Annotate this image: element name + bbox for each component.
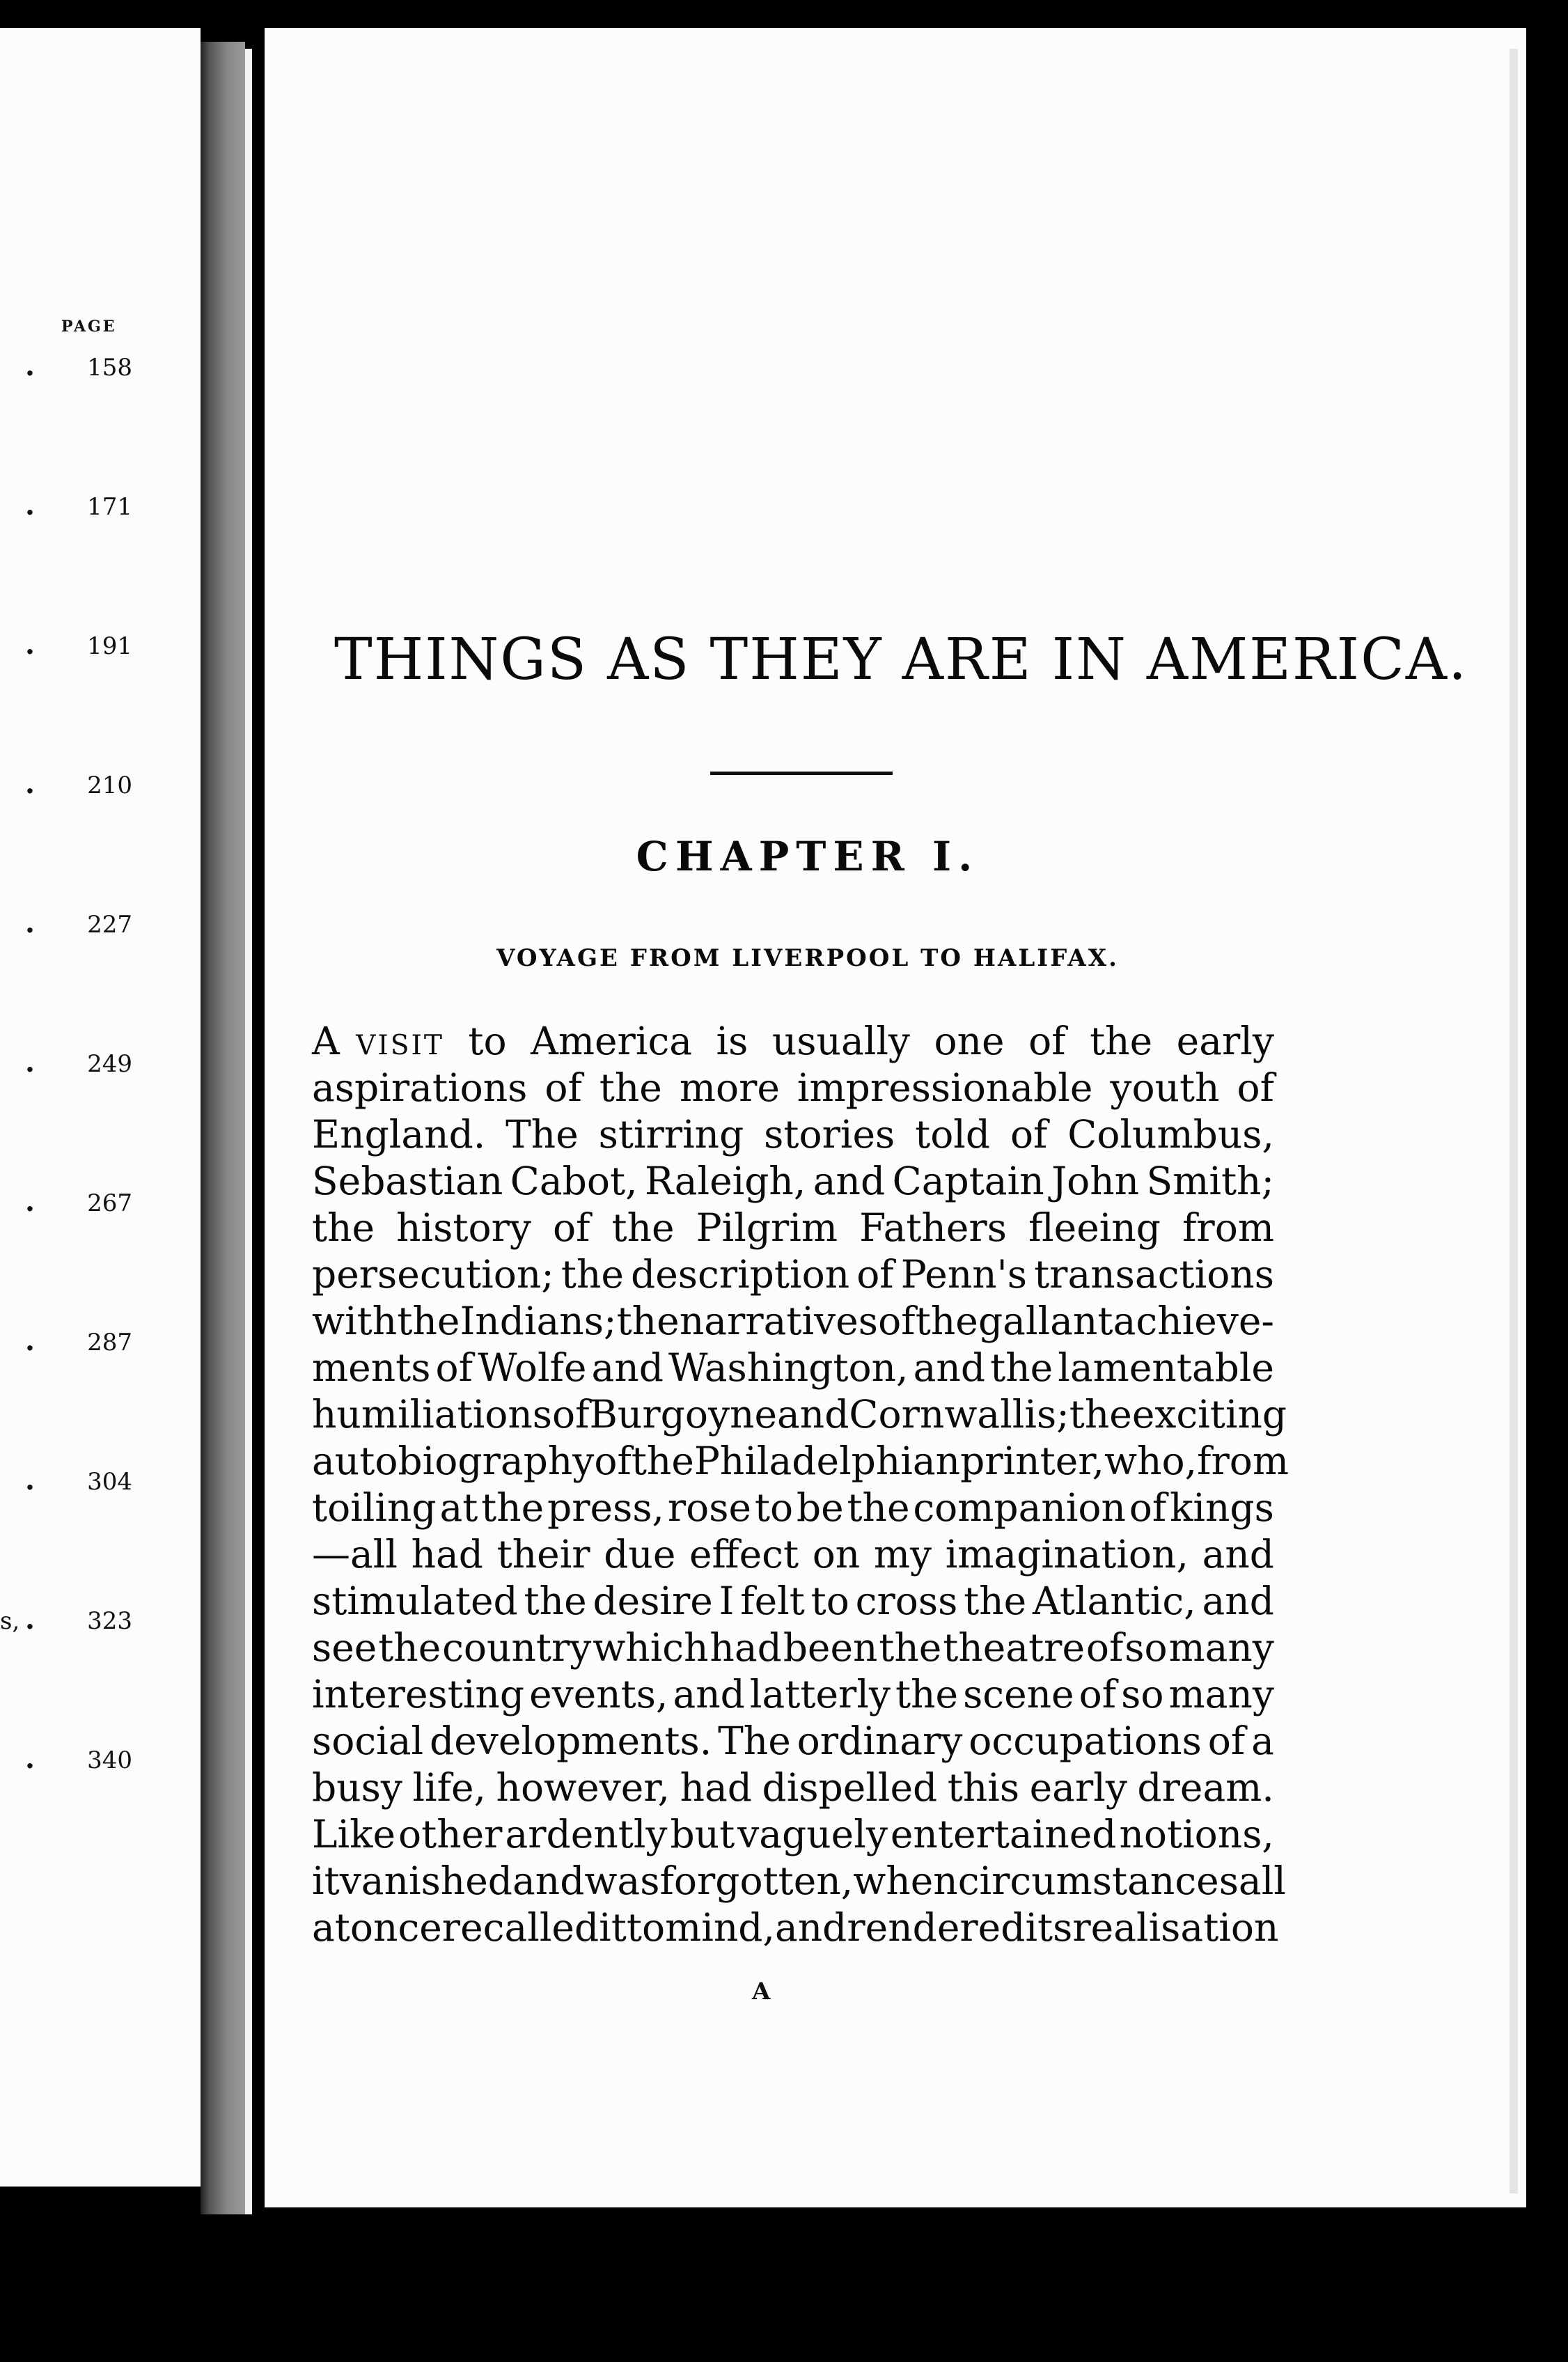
text-line <box>312 1158 1274 1205</box>
word: more <box>679 1065 780 1110</box>
word: their <box>496 1532 590 1577</box>
word: Wolfe <box>478 1345 587 1390</box>
word: the <box>599 1065 662 1110</box>
leader-dot: . <box>25 907 35 939</box>
word: The <box>718 1719 791 1763</box>
word: I <box>719 1579 735 1623</box>
word: had <box>411 1532 484 1577</box>
word: occupations <box>969 1719 1202 1763</box>
word: and <box>591 1345 664 1390</box>
word: the <box>611 1205 675 1250</box>
leader-dot: . <box>25 1185 35 1218</box>
chapter-heading: CHAPTER I. <box>636 833 980 880</box>
word: Indians; <box>460 1299 617 1343</box>
word: history <box>396 1205 531 1250</box>
leader-dot: . <box>25 350 35 382</box>
word: early <box>1176 1019 1274 1063</box>
word: the <box>1090 1019 1153 1063</box>
word: of <box>1010 1112 1048 1157</box>
word: the <box>915 1299 978 1343</box>
leader-dot: . <box>25 489 35 522</box>
word: and <box>774 1905 847 1950</box>
word: all <box>1238 1859 1286 1903</box>
word: of <box>856 1252 894 1297</box>
word: of <box>1028 1019 1066 1063</box>
text-line <box>312 1485 1274 1531</box>
word: so <box>1121 1672 1164 1716</box>
word: the <box>895 1672 959 1716</box>
word: humiliations <box>312 1392 553 1437</box>
word: the <box>524 1579 587 1623</box>
word: circumstances <box>957 1859 1239 1903</box>
word: was <box>584 1859 660 1903</box>
word: to <box>468 1019 507 1063</box>
word: to <box>626 1905 666 1950</box>
word: realisation <box>1072 1905 1279 1950</box>
word: and <box>1202 1532 1274 1577</box>
word: cross <box>855 1579 958 1623</box>
word: autobiography <box>312 1439 595 1483</box>
word: interesting <box>312 1672 525 1716</box>
word: of <box>544 1065 582 1110</box>
word: —all <box>312 1532 398 1577</box>
word: and <box>673 1672 745 1716</box>
word: the <box>397 1299 460 1343</box>
left-page <box>0 28 201 2187</box>
word: and <box>512 1859 585 1903</box>
word: rose <box>667 1485 752 1530</box>
word: Smith; <box>1146 1159 1274 1203</box>
word: to <box>754 1485 794 1530</box>
word: of <box>1237 1065 1274 1110</box>
contents-page-number: 267 <box>87 1189 132 1217</box>
word: scene <box>963 1672 1074 1716</box>
word: America <box>531 1019 693 1063</box>
text-line <box>312 1205 1274 1251</box>
word: Fathers <box>859 1205 1007 1250</box>
word: The <box>505 1112 579 1157</box>
contents-page-number: 210 <box>87 772 132 799</box>
contents-page-number: 287 <box>87 1329 132 1356</box>
word: John <box>1051 1159 1140 1203</box>
word: when <box>853 1859 958 1903</box>
right-page-edge <box>1510 49 1518 2193</box>
word: the <box>1069 1392 1132 1437</box>
word: Sebastian <box>312 1159 503 1203</box>
word: been <box>783 1625 878 1670</box>
word: Burgoyne <box>589 1392 777 1437</box>
word: forgotten, <box>659 1859 854 1903</box>
word: events, <box>529 1672 668 1716</box>
word: country <box>442 1625 592 1670</box>
page-column-heading: PAGE <box>61 318 117 336</box>
word: from <box>1197 1439 1289 1483</box>
word: developments. <box>430 1719 712 1763</box>
book-title: THINGS AS THEY ARE IN AMERICA. <box>334 627 1468 693</box>
word: usually <box>771 1019 910 1063</box>
word: at <box>439 1485 478 1530</box>
word: who, <box>1104 1439 1198 1483</box>
word: Raleigh, <box>645 1159 806 1203</box>
word: life, <box>412 1765 487 1810</box>
word: the <box>964 1579 1027 1623</box>
word: of <box>1085 1625 1124 1670</box>
text-line <box>312 1765 1274 1811</box>
word: and <box>813 1159 886 1203</box>
word: notions, <box>1119 1812 1274 1856</box>
word: rendered <box>847 1905 1026 1950</box>
word: lamentable <box>1058 1345 1274 1390</box>
text-line <box>312 1438 1289 1485</box>
text-line <box>312 1531 1274 1578</box>
word: fleeing <box>1028 1205 1161 1250</box>
word: of <box>435 1345 473 1390</box>
word: imagination, <box>945 1532 1189 1577</box>
word: the <box>631 1439 694 1483</box>
word: be <box>796 1485 844 1530</box>
word: printer, <box>960 1439 1104 1483</box>
word: achieve- <box>1113 1299 1274 1343</box>
word: it <box>312 1859 340 1903</box>
word: the <box>990 1345 1053 1390</box>
word: a <box>1251 1719 1274 1763</box>
word: Penn's <box>900 1252 1028 1297</box>
word: Cabot, <box>510 1159 638 1203</box>
word: the <box>378 1625 441 1670</box>
text-line <box>312 1111 1274 1158</box>
word: Like <box>312 1812 395 1856</box>
word: exciting <box>1131 1392 1287 1437</box>
body-paragraph <box>312 1018 1289 1951</box>
word: many <box>1168 1672 1274 1716</box>
word: vanished <box>339 1859 512 1903</box>
word: is <box>716 1019 748 1063</box>
chapter-subtitle: VOYAGE FROM LIVERPOOL TO HALIFAX. <box>496 944 1119 972</box>
leader-dot: . <box>25 1742 35 1775</box>
contents-page-number: 191 <box>87 632 132 660</box>
word: this <box>947 1765 1020 1810</box>
word: effect <box>689 1532 799 1577</box>
word: which <box>593 1625 709 1670</box>
gutter-shadow <box>201 42 245 2214</box>
word: transactions <box>1034 1252 1274 1297</box>
word: Atlantic, <box>1033 1579 1196 1623</box>
word: ardently <box>505 1812 668 1856</box>
word: once <box>350 1905 442 1950</box>
leader-dot: . <box>25 628 35 661</box>
contents-page-number: 249 <box>87 1050 132 1078</box>
word: told <box>915 1112 991 1157</box>
word: toiling <box>312 1485 437 1530</box>
word: stories <box>764 1112 895 1157</box>
word: theatre <box>943 1625 1085 1670</box>
word: recalled <box>441 1905 599 1950</box>
leader-dot: . <box>25 1603 35 1636</box>
word: busy <box>312 1765 402 1810</box>
truncated-text-fragment: s, <box>0 1607 20 1635</box>
word: Washington, <box>668 1345 909 1390</box>
word: the <box>312 1205 375 1250</box>
word: stirring <box>598 1112 744 1157</box>
text-line <box>312 1858 1286 1905</box>
word: of <box>1129 1485 1167 1530</box>
text-line <box>312 1065 1274 1111</box>
word: of <box>1079 1672 1117 1716</box>
word: companion <box>913 1485 1126 1530</box>
word: early <box>1029 1765 1127 1810</box>
word: mind, <box>665 1905 775 1950</box>
word: dream. <box>1137 1765 1274 1810</box>
word: to <box>810 1579 849 1623</box>
leader-dot: . <box>25 1324 35 1357</box>
contents-page-number: 304 <box>87 1468 132 1496</box>
contents-page-number: 158 <box>87 354 132 382</box>
signature-mark: A <box>752 1978 771 2005</box>
word: youth <box>1110 1065 1220 1110</box>
word: of <box>878 1299 916 1343</box>
word: and <box>777 1392 849 1437</box>
text-line <box>312 1905 1279 1951</box>
word: of <box>594 1439 632 1483</box>
word: so <box>1124 1625 1168 1670</box>
word: on <box>812 1532 861 1577</box>
word: dispelled <box>762 1765 938 1810</box>
word: the <box>616 1299 680 1343</box>
word: my <box>873 1532 932 1577</box>
text-line <box>312 1251 1274 1298</box>
word: from <box>1182 1205 1274 1250</box>
leader-dot: . <box>25 1046 35 1079</box>
word: aspirations <box>312 1065 528 1110</box>
word: due <box>604 1532 676 1577</box>
word: stimulated <box>312 1579 518 1623</box>
word: however, <box>496 1765 671 1810</box>
page-edge <box>245 49 252 2214</box>
word: Cornwallis; <box>849 1392 1069 1437</box>
word: had <box>680 1765 752 1810</box>
contents-page-number: 171 <box>87 493 132 521</box>
word: it <box>599 1905 627 1950</box>
word: Columbus, <box>1067 1112 1274 1157</box>
word: entertained <box>890 1812 1117 1856</box>
word: the <box>879 1625 942 1670</box>
text-line <box>312 1718 1274 1765</box>
title-rule <box>710 772 893 775</box>
word: had <box>709 1625 782 1670</box>
text-line <box>312 1671 1274 1718</box>
word: ments <box>312 1345 431 1390</box>
word: and <box>1202 1579 1274 1623</box>
text-line <box>312 1391 1287 1438</box>
word: Captain <box>892 1159 1044 1203</box>
word: with <box>312 1299 398 1343</box>
word: narratives <box>679 1299 878 1343</box>
word: vaguely <box>737 1812 888 1856</box>
contents-page-number: 340 <box>87 1746 132 1774</box>
text-line <box>312 1345 1274 1391</box>
contents-page-number: 227 <box>87 911 132 939</box>
leader-dot: . <box>25 767 35 800</box>
word: of <box>553 1205 590 1250</box>
leader-dot: . <box>25 1464 35 1496</box>
word: other <box>398 1812 503 1856</box>
word: gallant <box>978 1299 1113 1343</box>
word: desire <box>593 1579 713 1623</box>
text-line <box>312 1625 1274 1671</box>
word: felt <box>740 1579 805 1623</box>
word: of <box>1207 1719 1246 1763</box>
word: the <box>560 1252 624 1297</box>
word: but <box>670 1812 735 1856</box>
word: persecution; <box>312 1252 554 1297</box>
text-line <box>312 1811 1274 1858</box>
word: see <box>312 1625 377 1670</box>
word: press, <box>547 1485 665 1530</box>
word: of <box>552 1392 590 1437</box>
text-line <box>312 1578 1274 1625</box>
word: one <box>934 1019 1005 1063</box>
word: kings <box>1170 1485 1274 1530</box>
contents-page-number: 323 <box>87 1607 132 1635</box>
word: Philadelphian <box>693 1439 961 1483</box>
word: ordinary <box>797 1719 963 1763</box>
word: impressionable <box>797 1065 1093 1110</box>
word: its <box>1025 1905 1073 1950</box>
text-line <box>312 1018 1274 1065</box>
word: the <box>847 1485 910 1530</box>
word: and <box>913 1345 986 1390</box>
text-line <box>312 1298 1274 1345</box>
word: social <box>312 1719 424 1763</box>
word: description <box>631 1252 850 1297</box>
opening-words: A visit <box>312 1019 444 1063</box>
word: many <box>1168 1625 1274 1670</box>
word: the <box>481 1485 544 1530</box>
word: latterly <box>749 1672 891 1716</box>
word: Pilgrim <box>696 1205 838 1250</box>
word: England. <box>312 1112 486 1157</box>
word: at <box>312 1905 350 1950</box>
